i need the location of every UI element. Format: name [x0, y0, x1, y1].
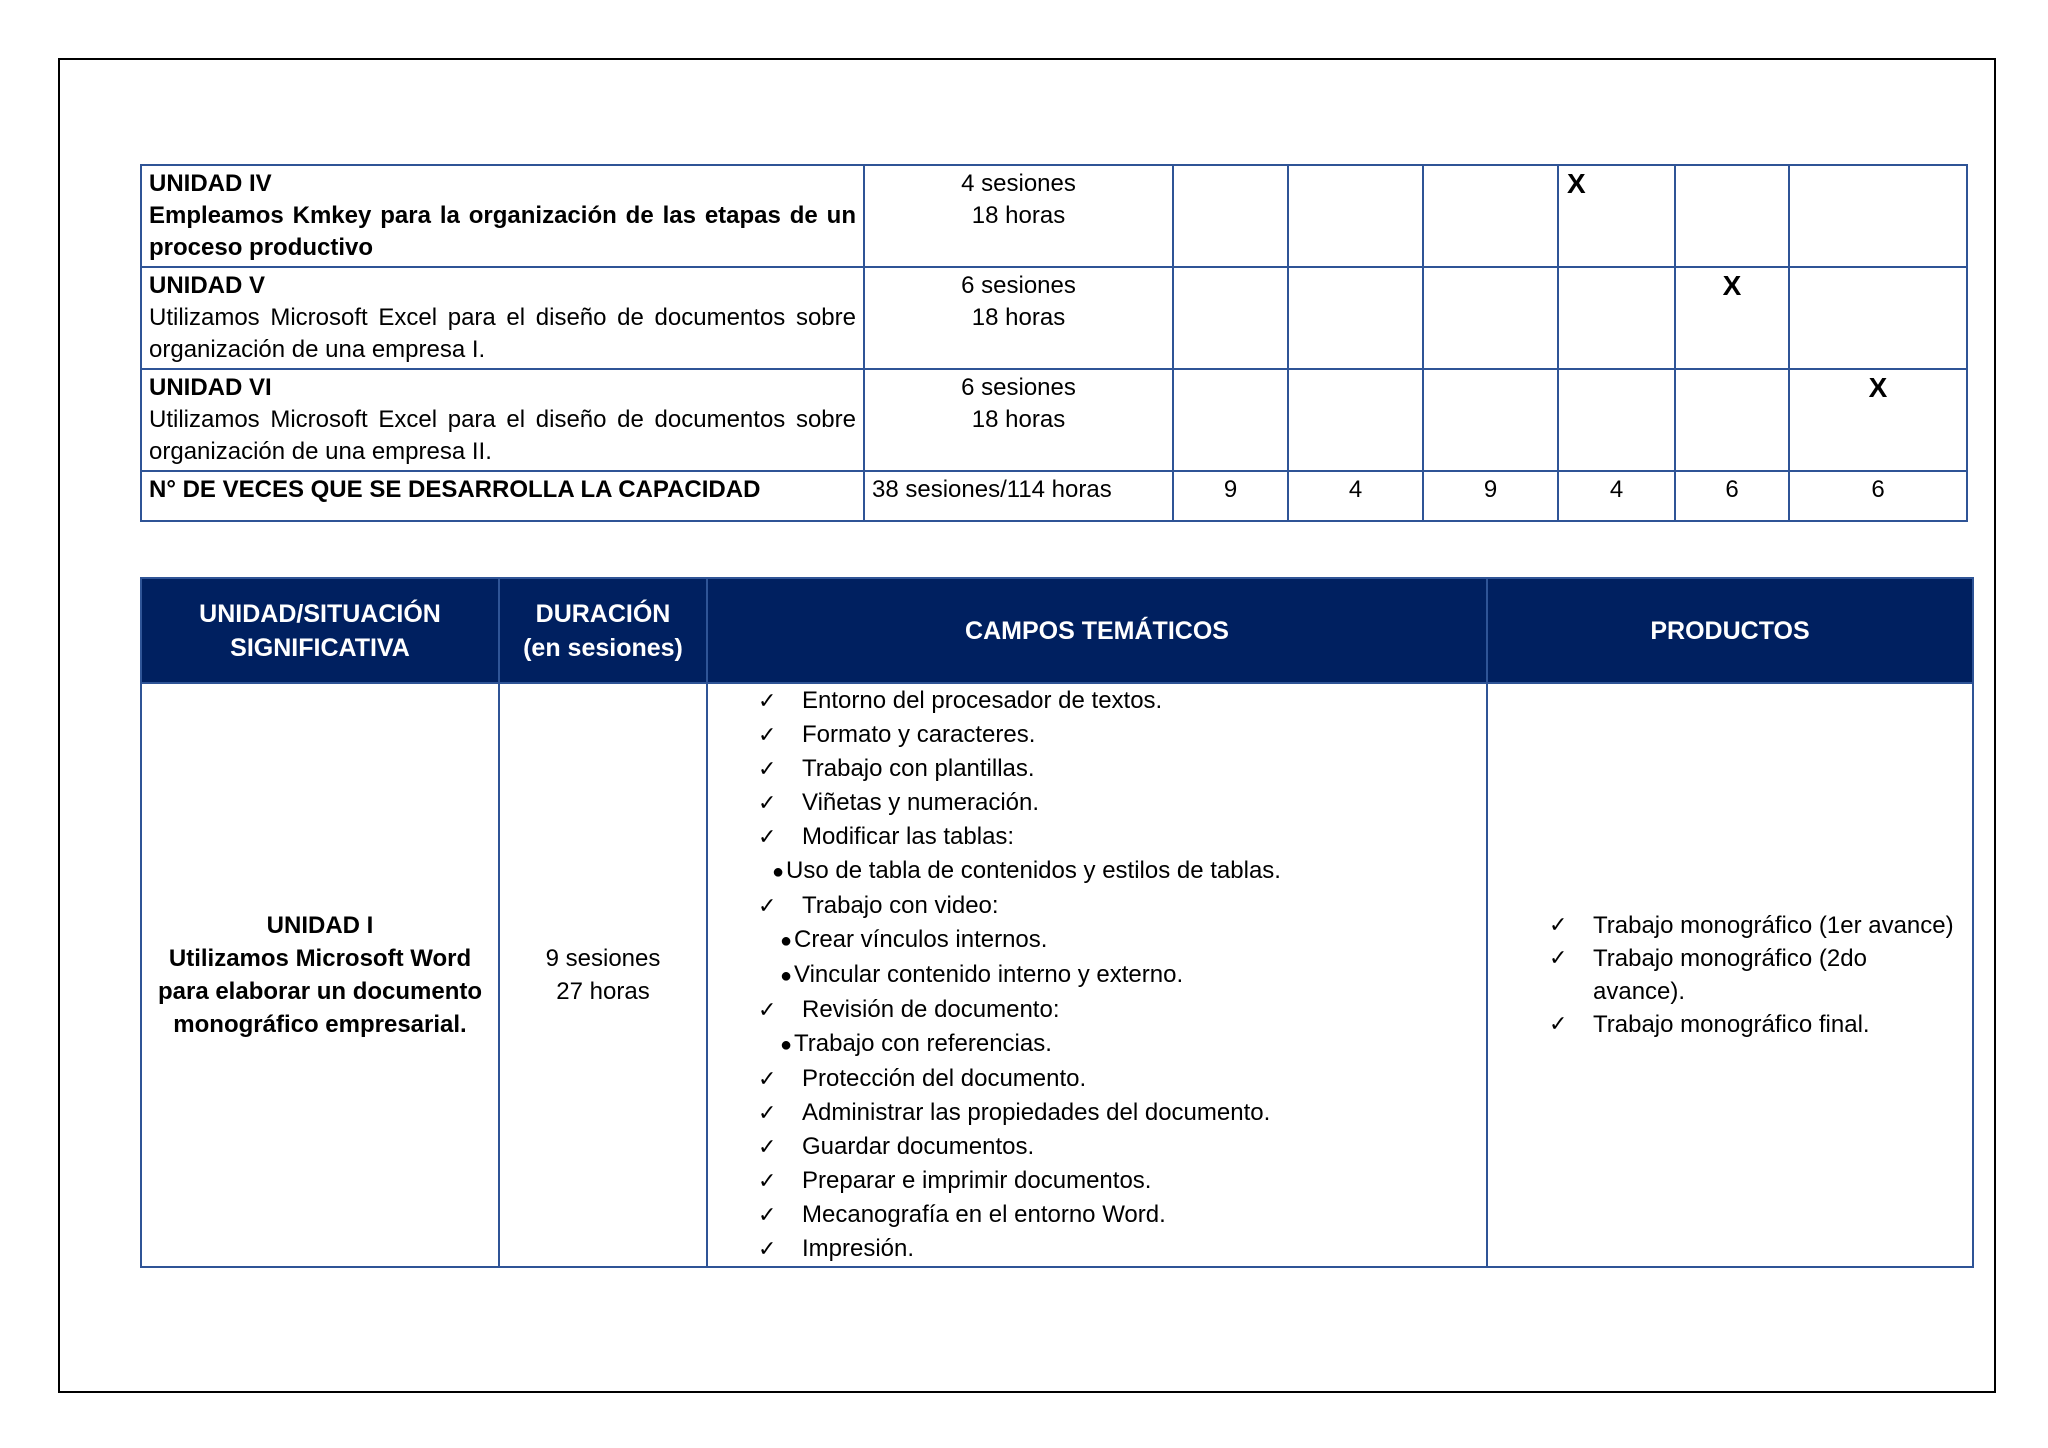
table-row [141, 165, 1967, 267]
list-item: ✓ Mecanografía en el entorno Word. [758, 1198, 1486, 1232]
list-subitem: ●Vincular contenido interno y externo. [758, 958, 1486, 993]
sessions-text: 4 sesiones [961, 170, 1076, 197]
units-table [140, 577, 1974, 1268]
mark-cell [1288, 369, 1423, 471]
header-duration [499, 578, 707, 683]
mark-cell: X [1789, 369, 1967, 471]
count-cell: 4 [1288, 471, 1423, 521]
list-item: ✓ Trabajo monográfico (2do avance). [1549, 942, 1961, 1008]
list-item: ✓ Entorno del procesador de textos. [758, 684, 1486, 718]
list-item: ✓ Trabajo monográfico (1er avance) [1549, 909, 1961, 942]
mark-cell: X [1675, 267, 1789, 369]
unit-description: Empleamos Kmkey para la organización de las etapas de un proceso productivo [149, 202, 856, 261]
checkmark-icon: ✓ [758, 723, 777, 748]
unit-cell [141, 369, 864, 471]
mark-cell [1789, 165, 1967, 267]
list-item: ✓ Formato y caracteres. [758, 718, 1486, 752]
total-duration: 38 sesiones/114 horas [864, 471, 1173, 521]
header-text: SIGNIFICATIVA [230, 633, 410, 662]
unit-cell [141, 683, 499, 1267]
mark-cell [1675, 369, 1789, 471]
list-subitem: ●Crear vínculos internos. [758, 923, 1486, 958]
header-text: UNIDAD/SITUACIÓN [199, 599, 441, 628]
mark-cell [1173, 165, 1288, 267]
products-cell [1487, 683, 1973, 1267]
count-cell: 4 [1558, 471, 1675, 521]
list-item: ✓ Administrar las propiedades del documento. [758, 1096, 1486, 1130]
mark-cell [1288, 267, 1423, 369]
total-label: N° DE VECES QUE SE DESARROLLA LA CAPACIDAD [141, 471, 864, 521]
list-item: ✓ Impresión. [758, 1232, 1486, 1266]
header-text: DURACIÓN [535, 599, 671, 628]
table-row [141, 267, 1967, 369]
sessions-text: 6 sesiones [961, 272, 1076, 299]
hours-text: 18 horas [971, 304, 1066, 331]
unit-title-line: Utilizamos Microsoft Word [168, 945, 472, 972]
topics-cell [707, 683, 1487, 1267]
list-item: ✓ Modificar las tablas: [758, 820, 1486, 854]
checkmark-icon: ✓ [758, 998, 777, 1023]
header-unit [141, 578, 499, 683]
topics-list [758, 684, 1486, 1266]
checkmark-icon: ✓ [758, 894, 777, 919]
mark-cell [1558, 369, 1675, 471]
bullet-icon: ● [780, 930, 793, 952]
unit-label: UNIDAD V [149, 272, 266, 299]
checkmark-icon: ✓ [758, 1203, 777, 1228]
list-item: ✓ Protección del documento. [758, 1062, 1486, 1096]
duration-cell [864, 267, 1173, 369]
capacity-table [140, 164, 1968, 522]
unit-label: UNIDAD IV [149, 170, 272, 197]
list-subitem: ●Uso de tabla de contenidos y estilos de tablas. [758, 854, 1486, 889]
mark-cell [1789, 267, 1967, 369]
unit-label: UNIDAD I [266, 912, 374, 939]
unit-title-line: monográfico empresarial. [173, 1011, 467, 1038]
checkmark-icon: ✓ [758, 1237, 777, 1262]
mark-cell [1173, 369, 1288, 471]
unit-cell [141, 165, 864, 267]
list-item: ✓ Guardar documentos. [758, 1130, 1486, 1164]
bullet-icon: ● [772, 861, 785, 883]
checkmark-icon: ✓ [1549, 946, 1568, 971]
table-row [141, 369, 1967, 471]
unit-cell [141, 267, 864, 369]
unit-description: Utilizamos Microsoft Excel para el diseño de documentos sobre organización de una empresa II. [149, 406, 856, 465]
unit-label: UNIDAD VI [149, 374, 272, 401]
hours-text: 18 horas [971, 406, 1066, 433]
checkmark-icon: ✓ [1549, 1012, 1568, 1037]
checkmark-icon: ✓ [758, 757, 777, 782]
unit-description: Utilizamos Microsoft Excel para el diseño de documentos sobre organización de una empresa I. [149, 304, 856, 363]
checkmark-icon: ✓ [758, 1101, 777, 1126]
list-item: ✓ Revisión de documento: [758, 993, 1486, 1027]
table-row [141, 683, 1973, 1267]
count-cell: 6 [1789, 471, 1967, 521]
total-row [141, 471, 1967, 521]
header-row [141, 578, 1973, 683]
count-cell: 9 [1423, 471, 1558, 521]
bullet-icon: ● [780, 1034, 793, 1056]
duration-cell [499, 683, 707, 1267]
list-item: ✓ Viñetas y numeración. [758, 786, 1486, 820]
sessions-text: 6 sesiones [961, 374, 1076, 401]
mark-cell [1423, 267, 1558, 369]
list-item: ✓ Trabajo con plantillas. [758, 752, 1486, 786]
unit-title-line: para elaborar un documento [157, 978, 483, 1005]
sessions-text: 9 sesiones [545, 945, 661, 972]
checkmark-icon: ✓ [758, 1067, 777, 1092]
duration-cell [864, 165, 1173, 267]
count-cell: 9 [1173, 471, 1288, 521]
header-products: PRODUCTOS [1487, 578, 1973, 683]
list-subitem: ●Trabajo con referencias. [758, 1027, 1486, 1062]
checkmark-icon: ✓ [758, 1169, 777, 1194]
list-item: ✓ Trabajo monográfico final. [1549, 1008, 1961, 1041]
duration-cell [864, 369, 1173, 471]
bullet-icon: ● [780, 965, 793, 987]
checkmark-icon: ✓ [758, 689, 777, 714]
header-text: (en sesiones) [523, 633, 683, 662]
mark-cell [1173, 267, 1288, 369]
mark-cell [1558, 267, 1675, 369]
mark-cell [1288, 165, 1423, 267]
list-item: ✓ Preparar e imprimir documentos. [758, 1164, 1486, 1198]
checkmark-icon: ✓ [758, 1135, 777, 1160]
checkmark-icon: ✓ [758, 825, 777, 850]
mark-cell: X [1558, 165, 1675, 267]
list-item: ✓ Trabajo con video: [758, 889, 1486, 923]
count-cell: 6 [1675, 471, 1789, 521]
mark-cell [1423, 369, 1558, 471]
products-list [1489, 909, 1971, 1041]
mark-cell [1423, 165, 1558, 267]
checkmark-icon: ✓ [1549, 913, 1568, 938]
hours-text: 18 horas [971, 202, 1066, 229]
mark-cell [1675, 165, 1789, 267]
hours-text: 27 horas [556, 978, 650, 1005]
checkmark-icon: ✓ [758, 791, 777, 816]
header-topics: CAMPOS TEMÁTICOS [707, 578, 1487, 683]
